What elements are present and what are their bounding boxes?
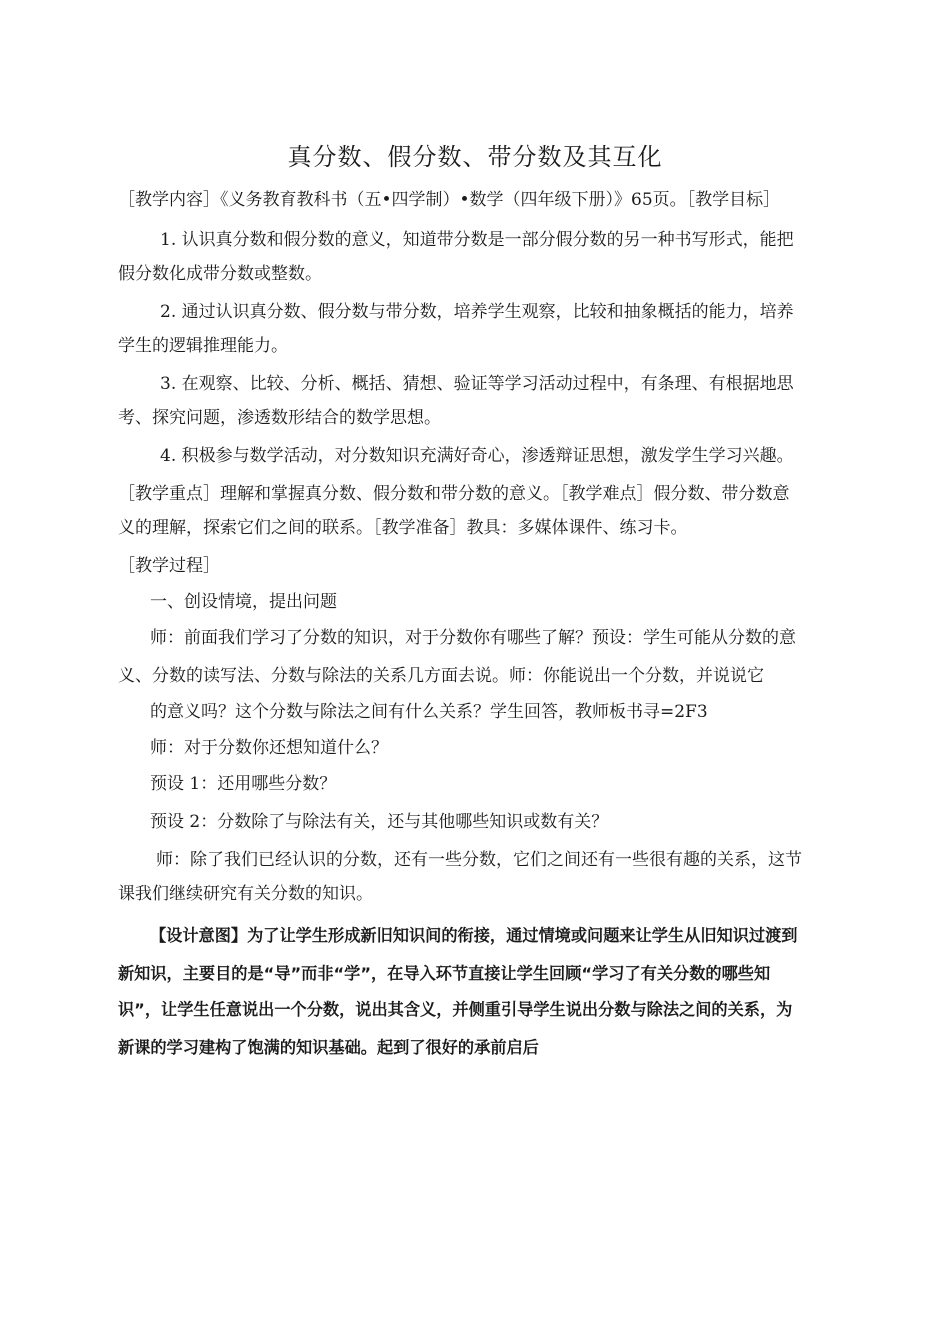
objective-2-line-1: 2. 通过认识真分数、假分数与带分数，培养学生观察，比较和抽象概括的能力，培养 bbox=[160, 302, 794, 322]
objective-1-line-1: 1. 认识真分数和假分数的意义，知道带分数是一部分假分数的另一种书写形式，能把 bbox=[160, 230, 794, 250]
design-intent-line-4: 新课的学习建构了饱满的知识基础。起到了很好的承前启后 bbox=[118, 1038, 539, 1057]
objective-1-line-2: 假分数化成带分数或整数。 bbox=[118, 264, 322, 284]
teaching-process-heading: ［教学过程］ bbox=[118, 556, 220, 576]
dialogue-line-6: 课我们继续研究有关分数的知识。 bbox=[118, 884, 373, 904]
design-intent-line-2: 新知识，主要目的是“导”而非“学”，在导入环节直接让学生回顾“学习了有关分数的哪些知 bbox=[118, 964, 771, 983]
design-intent-line-1: 【设计意图】为了让学生形成新旧知识间的衔接，通过情境或问题来让学生从旧知识过渡到 bbox=[150, 926, 798, 945]
dialogue-line-5: 师：除了我们已经认识的分数，还有一些分数，它们之间还有一些很有趣的关系，这节 bbox=[156, 850, 802, 870]
objective-2-line-2: 学生的逻辑推理能力。 bbox=[118, 336, 288, 356]
objective-3-line-1: 3. 在观察、比较、分析、概括、猜想、验证等学习活动过程中，有条理、有根据地思 bbox=[160, 374, 794, 394]
section-1-heading: 一、创设情境，提出问题 bbox=[150, 592, 337, 612]
preset-1-line: 预设 1：还用哪些分数？ bbox=[150, 774, 337, 794]
teaching-content-line: ［教学内容］《义务教育教科书（五•四学制）•数学（四年级下册）》65页。［教学目标］ bbox=[118, 190, 781, 210]
document-title: 真分数、假分数、带分数及其互化 bbox=[287, 143, 663, 171]
key-points-line-1: ［教学重点］理解和掌握真分数、假分数和带分数的意义。［教学难点］假分数、带分数意 bbox=[118, 484, 790, 504]
dialogue-line-4: 师：对于分数你还想知道什么？ bbox=[150, 738, 388, 758]
design-intent-line-3: 识”，让学生任意说出一个分数，说出其含义，并侧重引导学生说出分数与除法之间的关系，为 bbox=[118, 1000, 793, 1019]
dialogue-line-2: 义、分数的读写法、分数与除法的关系几方面去说。师：你能说出一个分数，并说说它 bbox=[118, 666, 764, 686]
objective-4-line: 4. 积极参与数学活动，对分数知识充满好奇心，渗透辩证思想，激发学生学习兴趣。 bbox=[160, 446, 794, 466]
key-points-line-2: 义的理解，探索它们之间的联系。［教学准备］教具：多媒体课件、练习卡。 bbox=[118, 518, 688, 538]
objective-3-line-2: 考、探究问题，渗透数形结合的数学思想。 bbox=[118, 408, 441, 428]
dialogue-line-3: 的意义吗？这个分数与除法之间有什么关系？学生回答，教师板书寻=2F3 bbox=[150, 702, 708, 722]
preset-2-line: 预设 2：分数除了与除法有关，还与其他哪些知识或数有关？ bbox=[150, 812, 609, 832]
dialogue-line-1: 师：前面我们学习了分数的知识，对于分数你有哪些了解？预设：学生可能从分数的意 bbox=[150, 628, 796, 648]
